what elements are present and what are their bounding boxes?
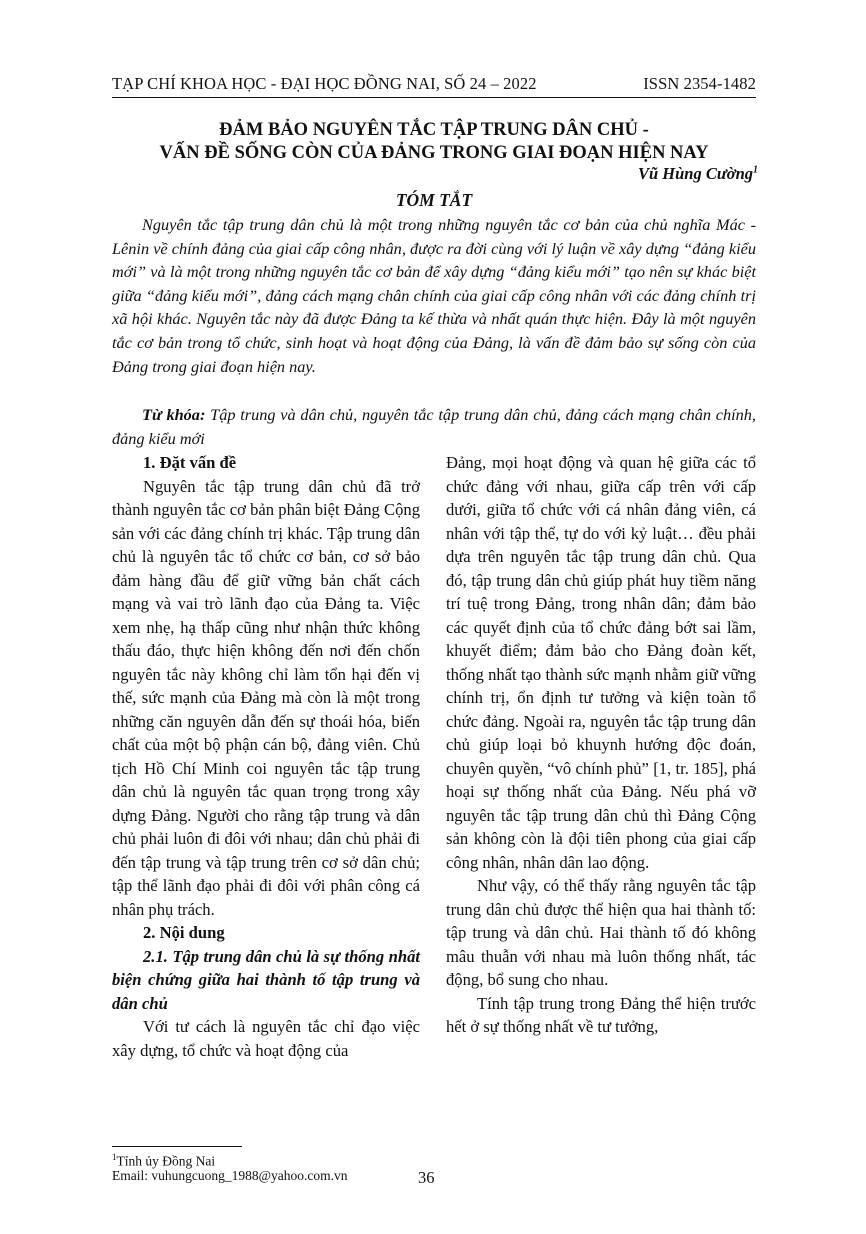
abstract-heading: TÓM TẮT <box>395 190 473 210</box>
author-name <box>638 164 758 184</box>
keywords-label: Từ khóa: <box>142 405 206 424</box>
footnote-rule <box>112 1146 242 1147</box>
abstract-text: Nguyên tắc tập trung dân chủ là một trong những nguyên tắc cơ bản của chủ nghĩa Mác - Lênin về chính đảng của giai cấp công nhân, được ra đời cùng với lý luận về xây dựng “đảng kiểu mới” và là một trong những nguyên tắc cơ bản để xây dựng “đảng kiểu mới” tạo nên sự khác biệt giữa “đảng kiểu mới”, đảng cách mạng chân chính của giai cấp công nhân với các đảng chính trị xã hội khác. Nguyên tắc này đã được Đảng ta kế thừa và nhất quán thực hiện. Đây là một nguyên tắc cơ bản trong tổ chức, sinh hoạt và hoạt động của Đảng, là vấn đề đảm bảo sự sống còn của Đảng trong giai đoạn hiện nay. <box>112 215 756 376</box>
section-2-heading: 2. Nội dung <box>143 923 225 942</box>
section-2-1-paragraph-start: Với tư cách là nguyên tắc chỉ đạo việc xây dựng, tổ chức và hoạt động của <box>112 1017 420 1060</box>
right-column <box>446 451 756 1039</box>
paragraph: Như vậy, có thể thấy rằng nguyên tắc tập trung dân chủ được thể hiện qua hai thành tố: tập trung và dân chủ. Hai thành tố đó không mâu thuẫn với nhau mà luôn thống nhất, tác động, bổ sung cho nhau. <box>446 876 756 989</box>
footnote-mark: 1 <box>112 1152 117 1162</box>
page-number: 36 <box>418 1168 435 1187</box>
keywords-text: Tập trung và dân chủ, nguyên tắc tập trung dân chủ, đảng cách mạng chân chính, đảng kiểu mới <box>112 405 757 448</box>
article-title-line-1: ĐẢM BẢO NGUYÊN TẮC TẬP TRUNG DÂN CHỦ - <box>219 120 649 140</box>
running-header <box>112 74 756 94</box>
affiliation-text: Tỉnh ủy Đồng Nai <box>116 1153 216 1169</box>
author-footnote-mark: 1 <box>753 164 758 176</box>
footnote-email: Email: vuhungcuong_1988@yahoo.com.vn <box>112 1168 348 1183</box>
issn: ISSN 2354-1482 <box>643 74 756 93</box>
section-2-1-heading: 2.1. Tập trung dân chủ là sự thống nhất biện chứng giữa hai thành tố tập trung và dân chủ <box>112 946 420 1013</box>
header-rule <box>112 97 756 98</box>
keywords <box>112 403 756 450</box>
paragraph-start: Tính tập trung trong Đảng thể hiện trước hết ở sự thống nhất về tư tưởng, <box>446 993 756 1036</box>
section-1-paragraph: Nguyên tắc tập trung dân chủ đã trở thành nguyên tắc cơ bản phân biệt Đảng Cộng sản với các đảng chính trị khác. Tập trung dân chủ là nguyên tắc tổ chức cơ bản, cơ sở bảo đảm hàng đầu để giữ vững bản chất cách mạng và vai trò lãnh đạo của Đảng ta. Việc xem nhẹ, hạ thấp cũng như nhận thức không thấu đáo, thực hiện không đến nơi đến chốn nguyên tắc này không chỉ làm tổn hại đến vị thế, sức mạnh của Đảng mà còn là một trong những căn nguyên dẫn đến sự thoái hóa, biến chất của một bộ phận cán bộ, đảng viên. Chủ tịch Hồ Chí Minh coi nguyên tắc tập trung dân chủ là nguyên tắc quan trọng trong xây dựng Đảng. Người cho rằng tập trung và dân chủ phải luôn đi đôi với nhau; dân chủ phải đi đến tập trung và tập trung trên cơ sở dân chủ; tập thể lãnh đạo phải đi đôi với phân công cá nhân phụ trách. <box>112 476 420 919</box>
journal-name: TẠP CHÍ KHOA HỌC - ĐẠI HỌC ĐỒNG NAI, SỐ 24 – 2022 <box>112 74 537 93</box>
paragraph-continued: Đảng, mọi hoạt động và quan hệ giữa các tổ chức đảng với nhau, giữa cấp trên với cấp dưới, giữa tổ chức với cá nhân đảng viên, cá nhân với tập thể, tự do với kỷ luật… đều phải dựa trên nguyên tắc tập trung dân chủ. Qua đó, tập trung dân chủ giúp phát huy tiềm năng trí tuệ trong Đảng, trong nhân dân; đảm bảo các quyết định của tổ chức đảng bớt sai lầm, khuyết điểm; đảm bảo cho Đảng đoàn kết, thống nhất tạo thành sức mạnh nhằm giữ vững chính trị, ổn định tư tưởng và kiện toàn tổ chức đảng. Ngoài ra, nguyên tắc tập trung dân chủ giúp loại bỏ khuynh hướng độc đoán, chuyên quyền, “vô chính phủ” [1, tr. 185], phá hoại sự thống nhất của Đảng. Nếu phá vỡ nguyên tắc tập trung dân chủ thì Đảng Cộng sản không còn là đội tiên phong của giai cấp công nhân, nhân dân lao động. <box>446 453 756 872</box>
article-title-line-2: VẤN ĐỀ SỐNG CÒN CỦA ĐẢNG TRONG GIAI ĐOẠN HIỆN NAY <box>159 143 709 163</box>
section-1-heading: 1. Đặt vấn đề <box>143 453 237 472</box>
author-text: Vũ Hùng Cường <box>637 164 753 183</box>
left-column <box>112 451 420 1062</box>
